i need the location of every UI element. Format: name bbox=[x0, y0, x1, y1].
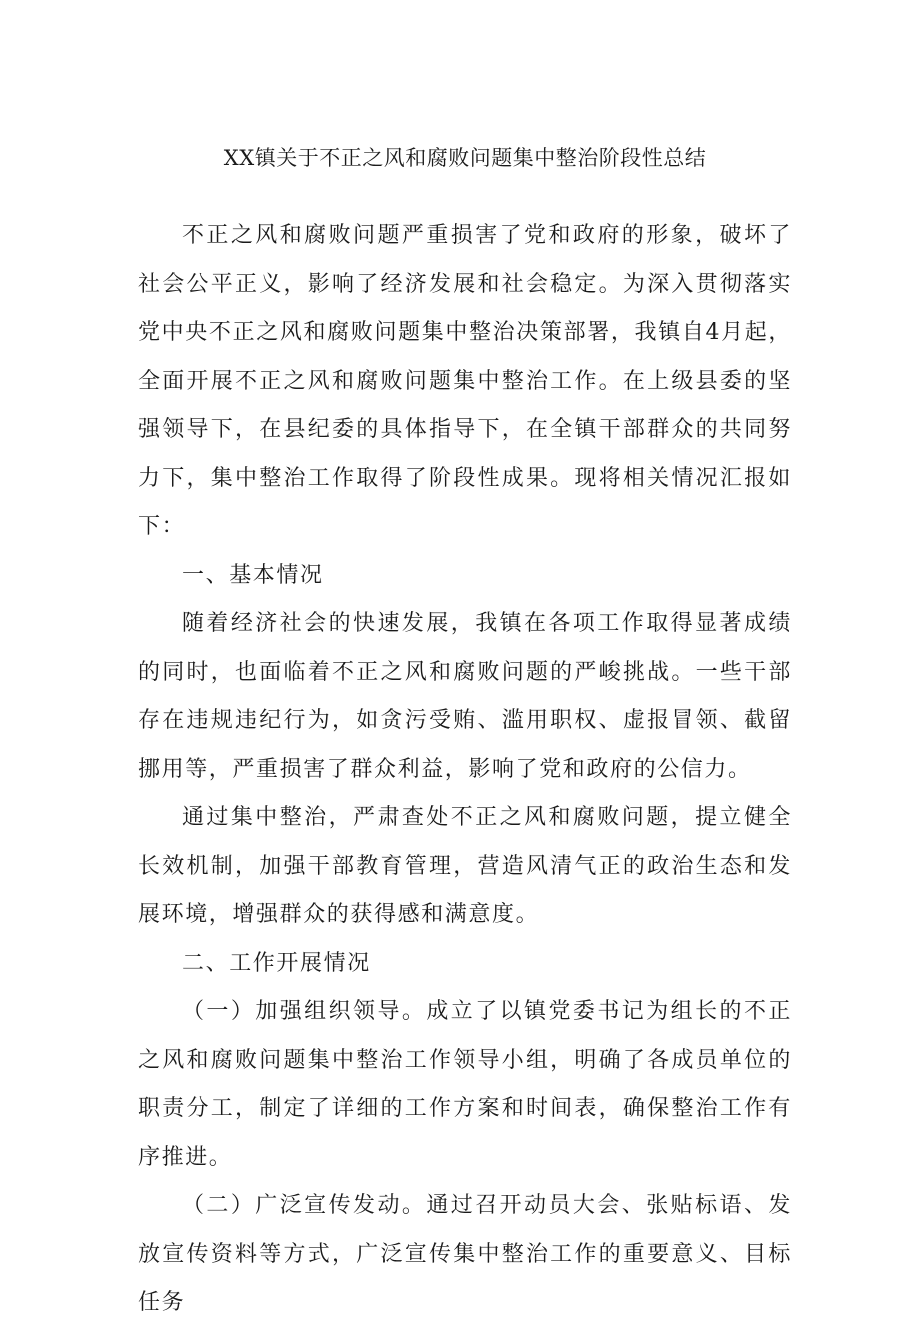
section1-paragraph: 随着经济社会的快速发展，我镇在各项工作取得显著成绩的同时，也面临着不正之风和腐败问题的严峻挑战。一些干部存在违规违纪行为，如贪污受贿、滥用职权、虚报冒领、截留挪用等，严重损害了群众利益，影响了党和政府的公信力。 bbox=[138, 611, 792, 782]
section2-paragraph: （二）广泛宣传发动。通过召开动员大会、张贴标语、发放宣传资料等方式，广泛宣传集中整治工作的重要意义、目标任务 bbox=[138, 1193, 792, 1315]
section-heading-basic: 一、基本情况 bbox=[182, 562, 324, 588]
section1-paragraph: 通过集中整治，严肃查处不正之风和腐败问题，提立健全长效机制，加强干部教育管理，营造风清气正的政治生态和发展环境，增强群众的获得感和满意度。 bbox=[138, 805, 792, 927]
intro-paragraph: 不正之风和腐败问题严重损害了党和政府的形象，破坏了社会公平正义，影响了经济发展和社会稳定。为深入贯彻落实党中央不正之风和腐败问题集中整治决策部署，我镇自4月起，全面开展不正之风和腐败问题集中整治工作。在上级县委的坚强领导下，在县纪委的具体指导下，在全镇干部群众的共同努力下，集中整治工作取得了阶段性成果。现将相关情况汇报如下： bbox=[138, 223, 792, 539]
section-heading-work: 二、工作开展情况 bbox=[182, 950, 371, 976]
section2-paragraph: （一）加强组织领导。成立了以镇党委书记为组长的不正之风和腐败问题集中整治工作领导小组，明确了各成员单位的职责分工，制定了详细的工作方案和时间表，确保整治工作有序推进。 bbox=[138, 999, 792, 1170]
document-title: XX镇关于不正之风和腐败问题集中整治阶段性总结 bbox=[223, 146, 707, 170]
